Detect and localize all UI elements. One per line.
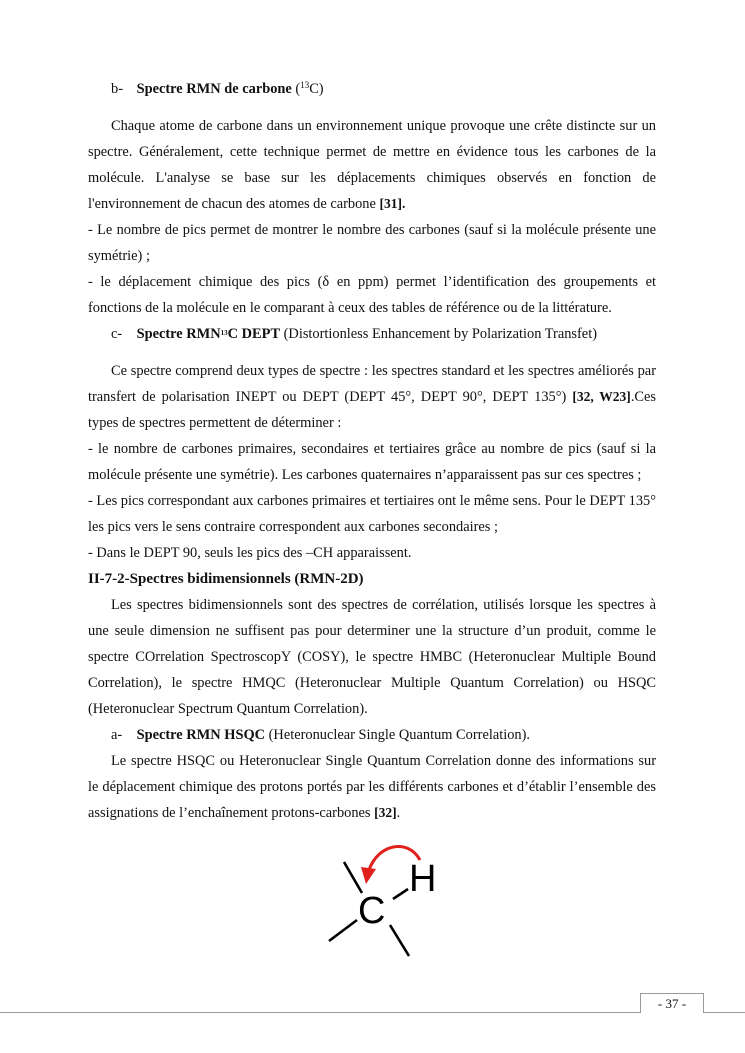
section-a-subtitle: (Heteronuclear Single Quantum Correlation).: [265, 727, 530, 743]
section-b-paren: (: [291, 81, 301, 97]
heading-2d-spectra: II-7-2-Spectres bidimensionnels (RMN-2D): [88, 571, 364, 587]
paragraph-carbon-nmr: Chaque atome de carbone dans un environnement unique provoque une crête distincte sur un spectre. Généralement, cette technique permet de mettre en évidence tous les carbones de la molécule. L'analyse se base sur les déplacements chimiques observés en fonction de l'environnement de chacun des atomes de carbone [31].: [88, 118, 656, 212]
bond-lower-left: [329, 920, 357, 941]
correlation-arrowhead: [361, 867, 376, 884]
section-b-paren-close: C): [309, 81, 324, 97]
section-c-label: c-: [111, 326, 123, 342]
bullet-peak-direction: - Les pics correspondant aux carbones primaires et tertiaires ont le même sens. Pour le DEPT 135° les pics vers le sens contraire correspondent aux carbones secondaires ;: [88, 493, 656, 535]
paragraph-hsqc: Le spectre HSQC ou Heteronuclear Single Quantum Correlation donne des informations sur le déplacement chimique des protons portés par les différents carbones et d’établir l’ensemble des assignations de l’enchaînement protons-carbones [32].: [88, 753, 656, 821]
section-c-subtitle: (Distortionless Enhancement by Polarization Transfet): [280, 326, 597, 342]
section-c-title: Spectre RMN$^{13}$C DEPT: [136, 326, 281, 342]
hsqc-ch-correlation-figure: [320, 836, 450, 966]
bond-upper-left: [344, 862, 362, 893]
section-a-title: Spectre RMN HSQC: [136, 727, 266, 743]
page-number: - 37 -: [640, 993, 704, 1013]
bullet-carbon-types: - le nombre de carbones primaires, secondaires et tertiaires grâce au nombre de pics (sauf si la molécule présente une symétrie). Les carbones quaternaires n’apparaissent pas sur ces spectres ;: [88, 441, 656, 483]
bullet-chemical-shift: - le déplacement chimique des pics (δ en ppm) permet l’identification des groupements et fonctions de la molécule en le comparant à ceux des tables de référence ou de la littérature.: [88, 274, 656, 316]
carbon-13-superscript: 13: [300, 80, 310, 90]
bond-c-h: [393, 889, 408, 899]
ch-bond-diagram: [320, 836, 450, 966]
paragraph-dept: Ce spectre comprend deux types de spectre : les spectres standard et les spectres améliorés par transfert de polarisation INEPT ou DEPT (DEPT 45°, DEPT 90°, DEPT 135°) [32, W23].Ces types de spectres permettent de déterminer :: [88, 363, 656, 431]
reference-32: [32]: [374, 805, 397, 820]
section-c-heading: [88, 321, 656, 347]
section-b-label: b-: [111, 81, 123, 97]
section-a-heading: [88, 722, 656, 748]
bullet-dept-90: - Dans le DEPT 90, seuls les pics des –CH apparaissent.: [88, 545, 412, 561]
section-b-heading: [88, 76, 656, 102]
section-b-title: Spectre RMN de carbone: [136, 81, 292, 97]
paragraph-2d-spectra: Les spectres bidimensionnels sont des spectres de corrélation, utilisés lorsque les spectres à une seule dimension ne suffisent pas pour determiner une la structure d’un produit, comme le spectre COrrelation SpectroscopY (COSY), le spectre HMBC (Heteronuclear Multiple Bound Correlation), le spectre HMQC (Heteronuclear Multiple Quantum Correlation) ou HSQC (Heteronuclear Spectrum Quantum Correlation).: [88, 597, 656, 717]
carbon-atom-label: C: [358, 890, 386, 932]
footer-rule: [0, 1012, 745, 1013]
page-content: [88, 76, 656, 826]
bullet-number-of-peaks: - Le nombre de pics permet de montrer le nombre des carbones (sauf si la molécule présente une symétrie) ;: [88, 222, 656, 264]
reference-32-w23: [32, W23]: [572, 389, 631, 404]
bond-lower-right: [390, 925, 409, 956]
section-a-label: a-: [111, 727, 123, 743]
hydrogen-atom-label: H: [409, 858, 437, 900]
reference-31: [31].: [379, 196, 406, 211]
